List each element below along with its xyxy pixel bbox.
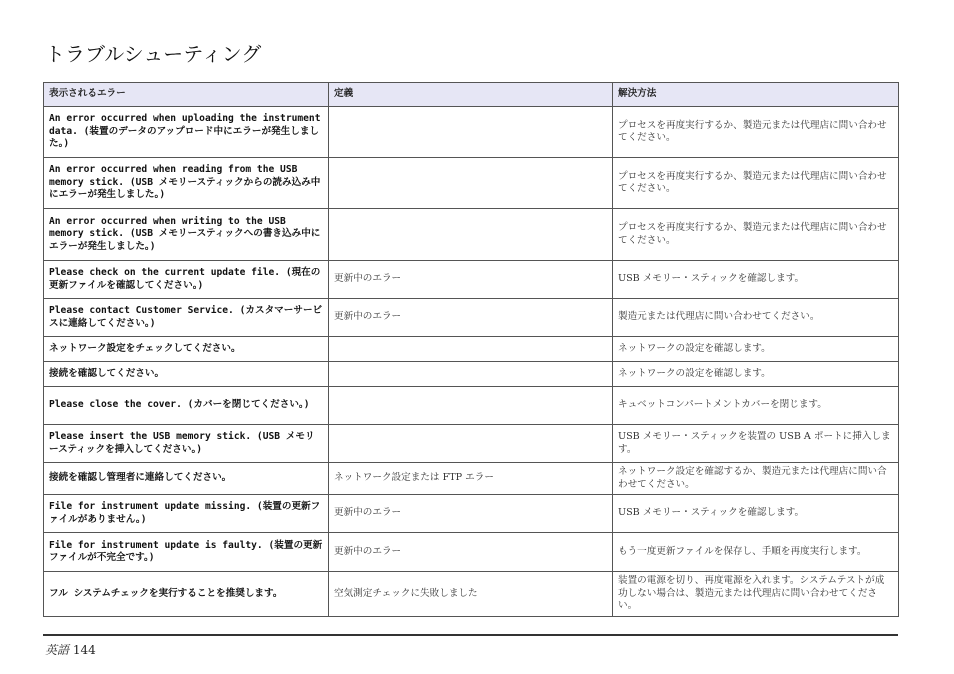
column-header-solution: 解決方法 [613,83,899,107]
table-row [44,209,899,261]
error-message-cell: 接続を確認してください。 [44,362,329,387]
column-header-definition: 定義 [329,83,613,107]
table-header-row [44,83,899,107]
solution-cell: プロセスを再度実行するか、製造元または代理店に問い合わせてください。 [613,158,899,209]
table-row [44,387,899,425]
table-row [44,362,899,387]
table-row [44,572,899,617]
definition-cell: 空気測定チェックに失敗しました [329,572,613,617]
error-message-cell: Please contact Customer Service. (カスタマーサービスに連絡してください。) [44,299,329,337]
table-row [44,463,899,495]
page-number: 144 [72,643,96,657]
error-message-cell: An error occurred when uploading the instrument data. (装置のデータのアップロード中にエラーが発生しました。) [44,107,329,158]
solution-cell: USB メモリー・スティックを確認します。 [613,495,899,533]
error-message-cell: Please insert the USB memory stick. (USB メモリースティックを挿入してください。) [44,425,329,463]
table-row [44,533,899,572]
page-footer [45,641,96,658]
footer-language: 英語 [45,643,70,657]
definition-cell: 更新中のエラー [329,261,613,299]
solution-cell: プロセスを再度実行するか、製造元または代理店に問い合わせてください。 [613,107,899,158]
error-message-cell: 接続を確認し管理者に連絡してください。 [44,463,329,495]
solution-cell: USB メモリー・スティックを確認します。 [613,261,899,299]
column-header-error: 表示されるエラー [44,83,329,107]
definition-cell: 更新中のエラー [329,495,613,533]
solution-cell: キュベットコンパートメントカバーを閉じます。 [613,387,899,425]
solution-cell: 装置の電源を切り、再度電源を入れます。システムテストが成功しない場合は、製造元または代理店に問い合わせてください。 [613,572,899,617]
definition-cell: 更新中のエラー [329,299,613,337]
definition-cell [329,107,613,158]
definition-cell: 更新中のエラー [329,533,613,572]
solution-cell: USB メモリー・スティックを装置の USB A ポートに挿入します。 [613,425,899,463]
table-row [44,299,899,337]
table-row [44,261,899,299]
error-message-cell: フル システムチェックを実行することを推奨します。 [44,572,329,617]
definition-cell [329,425,613,463]
solution-cell: ネットワークの設定を確認します。 [613,337,899,362]
error-message-cell: An error occurred when reading from the USB memory stick. (USB メモリースティックからの読み込み中にエラーが発生しました。) [44,158,329,209]
error-message-cell: Please check on the current update file. (現在の更新ファイルを確認してください。) [44,261,329,299]
table-row [44,495,899,533]
table-row [44,425,899,463]
solution-cell: 製造元または代理店に問い合わせてください。 [613,299,899,337]
solution-cell: ネットワークの設定を確認します。 [613,362,899,387]
table-row [44,107,899,158]
definition-cell [329,337,613,362]
solution-cell: プロセスを再度実行するか、製造元または代理店に問い合わせてください。 [613,209,899,261]
definition-cell [329,387,613,425]
solution-cell: ネットワーク設定を確認するか、製造元または代理店に問い合わせてください。 [613,463,899,495]
table-row [44,337,899,362]
definition-cell [329,362,613,387]
error-message-cell: ネットワーク設定をチェックしてください。 [44,337,329,362]
definition-cell [329,209,613,261]
error-message-cell: File for instrument update missing. (装置の更新ファイルがありません。) [44,495,329,533]
definition-cell: ネットワーク設定または FTP エラー [329,463,613,495]
error-message-cell: An error occurred when writing to the USB memory stick. (USB メモリースティックへの書き込み中にエラーが発生しました。) [44,209,329,261]
page-title: トラブルシューティング [45,42,262,66]
footer-divider [43,634,898,636]
error-message-cell: File for instrument update is faulty. (装置の更新ファイルが不完全です。) [44,533,329,572]
error-message-cell: Please close the cover. (カバーを閉じてください。) [44,387,329,425]
table-row [44,158,899,209]
troubleshooting-table [43,82,899,617]
definition-cell [329,158,613,209]
solution-cell: もう一度更新ファイルを保存し、手順を再度実行します。 [613,533,899,572]
